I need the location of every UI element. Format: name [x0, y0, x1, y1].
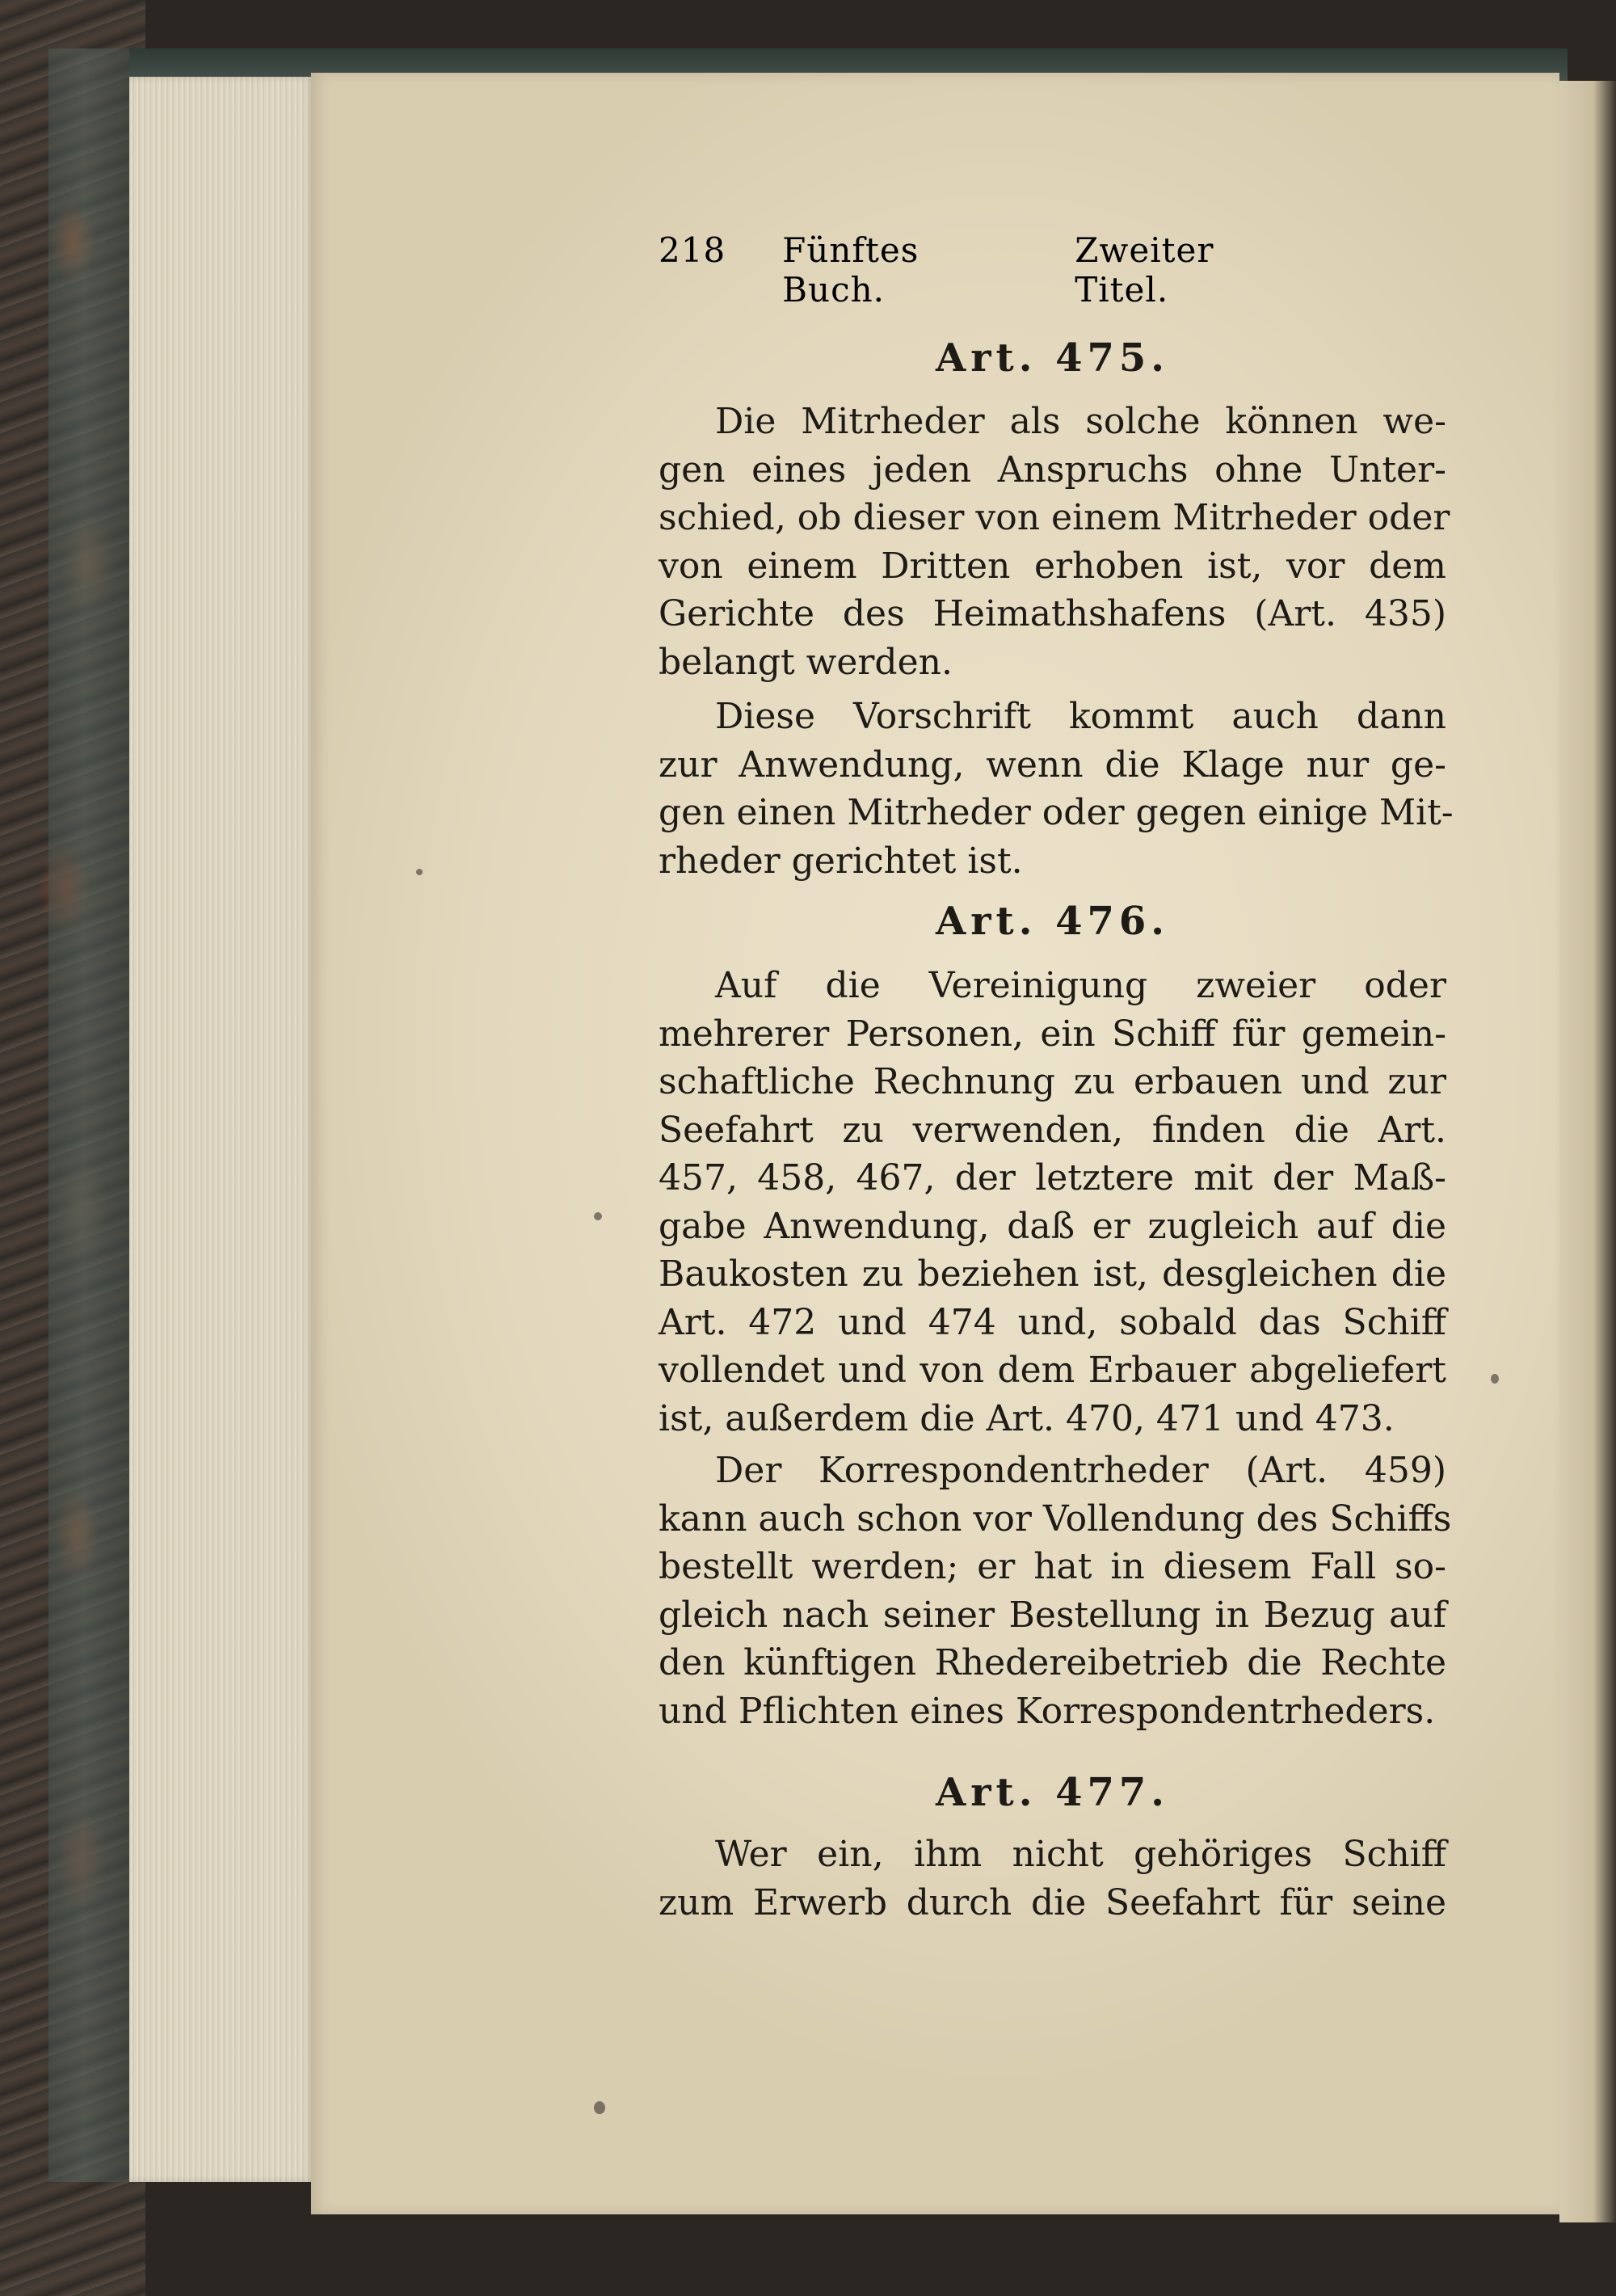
- article-paragraph: [659, 693, 1454, 885]
- page-right-edge: [1559, 81, 1616, 2222]
- article-paragraph: [659, 1447, 1452, 1735]
- article-paragraph: [659, 398, 1450, 686]
- text-line: Der Korrespondentrheder (Art. 459): [715, 1450, 1446, 1491]
- page-edges: [129, 77, 315, 2182]
- text-line: gen eines jeden Anspruchs ohne Unter-: [659, 449, 1446, 491]
- paper-speck: [594, 1212, 602, 1220]
- article-paragraph: [659, 962, 1446, 1443]
- text-line: den künftigen Rhedereibetrieb die Rechte: [659, 1642, 1446, 1683]
- text-line: mehrerer Personen, ein Schiff für gemein-: [659, 1013, 1446, 1055]
- text-line: vollendet und von dem Erbauer abgeliefert: [659, 1350, 1446, 1391]
- text-line: zur Anwendung, wenn die Klage nur ge-: [659, 744, 1446, 786]
- text-line: rheder gerichtet ist.: [659, 840, 1023, 882]
- text-line: Seefahrt zu verwenden, finden die Art.: [659, 1109, 1446, 1151]
- text-line: von einem Dritten erhoben ist, vor dem: [659, 545, 1446, 587]
- running-head-title: Zweiter Titel.: [1075, 230, 1214, 310]
- article-heading: Art. 477.: [935, 1770, 1170, 1815]
- text-line: Wer ein, ihm nicht gehöriges Schiff: [715, 1834, 1446, 1875]
- page-number: 218: [659, 230, 726, 270]
- text-line: zum Erwerb durch die Seefahrt für seine: [659, 1881, 1446, 1923]
- text-line: Gerichte des Heimathshafens (Art. 435): [659, 593, 1446, 634]
- text-line: ist, außerdem die Art. 470, 471 und 473.: [659, 1397, 1395, 1439]
- text-line: schied, ob dieser von einem Mitrheder oder: [659, 497, 1450, 538]
- text-line: kann auch schon vor Vollendung des Schiffs: [659, 1498, 1452, 1540]
- running-head: [659, 230, 1305, 310]
- paper-speck: [1491, 1374, 1499, 1384]
- text-line: Baukosten zu beziehen ist, desgleichen die: [659, 1253, 1446, 1295]
- cover-spine: [48, 48, 137, 2182]
- article-heading: Art. 476.: [935, 899, 1170, 944]
- article-paragraph: [659, 1830, 1446, 1927]
- article-heading: Art. 475.: [935, 335, 1170, 381]
- text-line: gen einen Mitrheder oder gegen einige Mit-: [659, 792, 1454, 833]
- text-line: Art. 472 und 474 und, sobald das Schiff: [659, 1301, 1446, 1343]
- text-line: belangt werden.: [659, 641, 953, 683]
- text-line: Diese Vorschrift kommt auch dann: [715, 696, 1446, 737]
- text-line: 457, 458, 467, der letztere mit der Maß-: [659, 1157, 1446, 1199]
- running-head-book: Fünftes Buch.: [782, 230, 920, 310]
- paper-speck: [416, 869, 423, 875]
- text-line: Auf die Vereinigung zweier oder: [715, 965, 1446, 1006]
- text-line: Die Mitrheder als solche können we-: [715, 401, 1446, 442]
- text-line: bestellt werden; er hat in diesem Fall so-: [659, 1546, 1446, 1587]
- text-line: schaftliche Rechnung zu erbauen und zur: [659, 1061, 1446, 1102]
- text-line: gabe Anwendung, daß er zugleich auf die: [659, 1205, 1446, 1247]
- paper-speck: [594, 2101, 605, 2114]
- text-line: und Pflichten eines Korrespondentrheders.: [659, 1690, 1436, 1732]
- text-line: gleich nach seiner Bestellung in Bezug auf: [659, 1594, 1446, 1636]
